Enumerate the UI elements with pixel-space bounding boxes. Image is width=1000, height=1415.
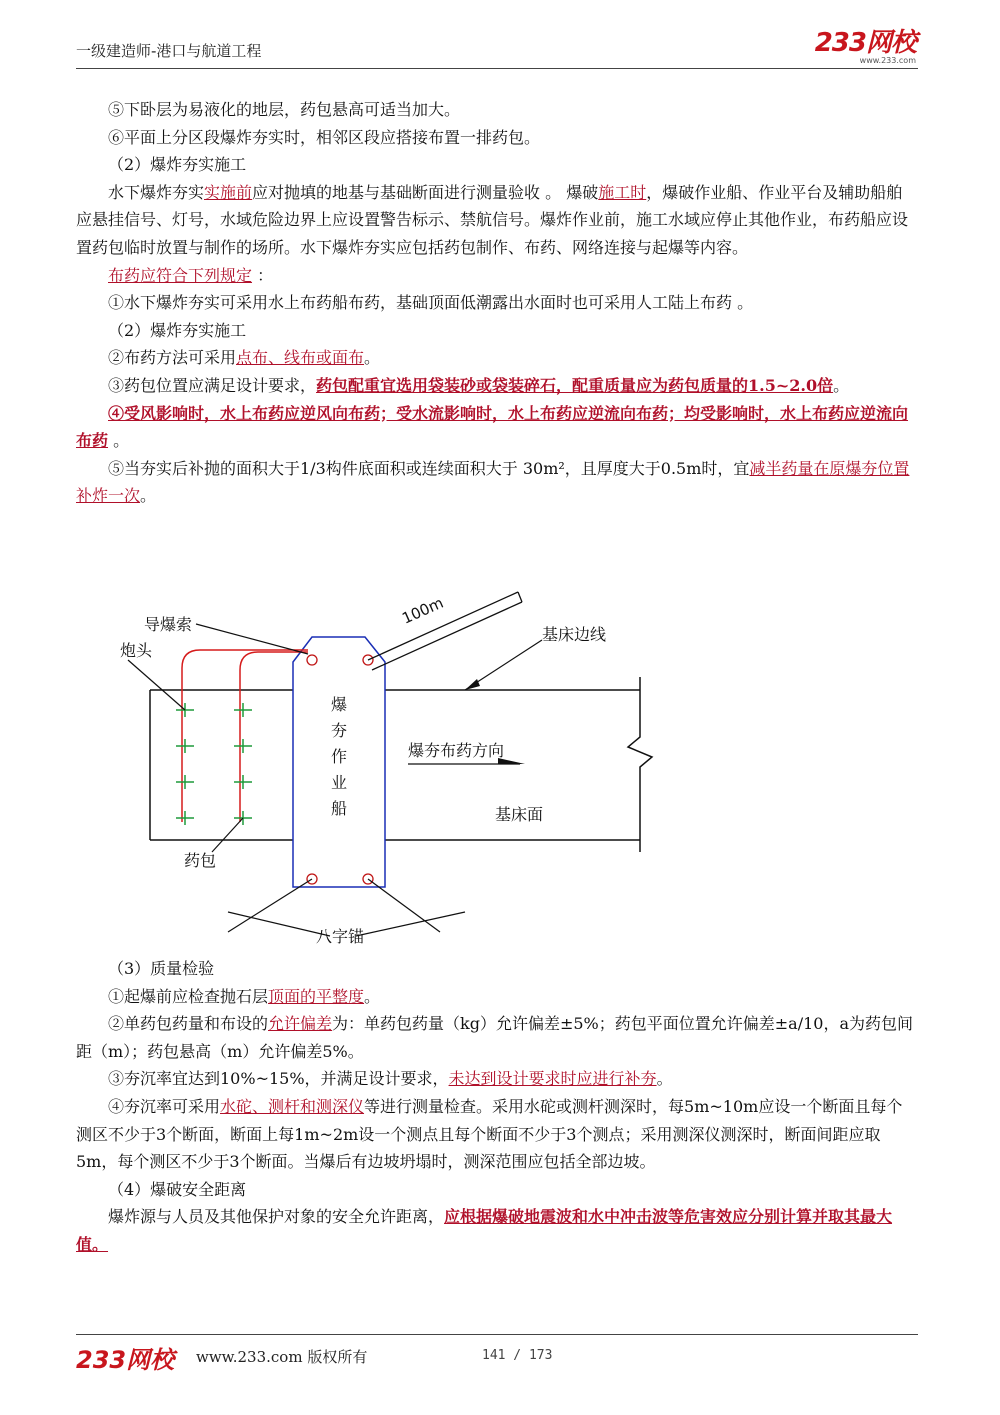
highlight-text: 顶面的平整度 [268, 986, 365, 1006]
paragraph: ⑥平面上分区段爆炸夯实时，相邻区段应搭接布置一排药包。 [108, 127, 541, 147]
cable-line [368, 592, 518, 660]
highlight-text: 施工时 [598, 182, 647, 202]
section-heading: （2）爆炸夯实施工 [108, 155, 247, 175]
text: 为：单药包药量（kg）允许偏差±5%；药包平面位置允许偏差±a/10，a为药包间距（m）；药包悬高（m）允许偏差5%。 [76, 1014, 913, 1061]
label-charge: 药包 [184, 851, 217, 870]
leader-line [212, 818, 243, 852]
brand-logo [815, 30, 916, 65]
label-100m: 100m [399, 593, 447, 628]
page-header-title: 一级建造师-港口与航道工程 [76, 42, 262, 60]
paragraph [76, 262, 918, 290]
leader-line [228, 912, 330, 936]
paragraph [76, 1203, 918, 1258]
highlight-text: 减半药量在原爆夯位置补炸一次 [76, 458, 910, 506]
label-primer: 炮头 [120, 641, 153, 660]
anchor-line [228, 879, 312, 932]
leader-line [128, 660, 185, 710]
highlight-text: 水砣、测杆和测深仪 [220, 1096, 365, 1116]
text: 水下爆炸夯实 [108, 182, 205, 202]
ship-label-char: 作 [330, 747, 348, 766]
paragraph [76, 400, 918, 455]
highlight-text: 应根据爆破地震波和水中冲击波等危害效应分别计算并取其最大值。 [76, 1207, 893, 1254]
text: 。 [140, 486, 157, 506]
blasting-diagram [100, 582, 660, 952]
text: ③药包位置应满足设计要求， [108, 375, 317, 395]
paragraph [76, 344, 918, 372]
header-rule [76, 68, 918, 69]
ship-label-char: 夯 [330, 721, 348, 740]
text: ，爆破作业船、作业平台及辅助船舶应悬挂信号、灯号，水域危险边界上应设置警告标示、禁航信号。爆炸作业前，施工水域应停止其他作业，布药船应设置药包临时放置与制作的场所。水下爆炸夯实应包括药包制作、布药、网络连接与起爆等内容。 [76, 182, 909, 257]
detonating-cord [182, 650, 308, 822]
ship-label-char: 船 [330, 799, 348, 818]
label-bed-edge: 基床边线 [542, 625, 607, 644]
label-splayed-anchor: 八字锚 [316, 927, 365, 946]
section-heading: （3）质量检验 [108, 959, 215, 978]
brand-logo-text: 233网校 [814, 28, 916, 58]
highlight-text: 允许偏差 [268, 1014, 333, 1034]
cable-line [372, 602, 522, 670]
paragraph [76, 983, 918, 1011]
highlight-text: 点布、线布或面布 [236, 348, 365, 368]
paragraph [76, 372, 918, 400]
arrowhead [465, 679, 480, 690]
footer-copyright: www.233.com 版权所有 [196, 1348, 368, 1366]
body-text-top [76, 96, 918, 510]
paragraph [76, 455, 918, 510]
text: 。 [108, 431, 130, 451]
brand-logo-url: www.233.com [859, 56, 916, 65]
paragraph [76, 1010, 918, 1065]
footer-rule [76, 1334, 918, 1335]
anchor-line [368, 879, 440, 932]
label-bed-surface: 基床面 [495, 805, 544, 824]
paragraph: ⑤下卧层为易液化的地层，药包悬高可适当加大。 [108, 100, 461, 119]
highlight-text: 实施前 [204, 182, 253, 202]
ship-label-char: 爆 [330, 695, 348, 714]
text: 。 [656, 1069, 673, 1089]
highlight-text: 药包配重宜选用袋装砂或袋装碎石，配重质量应为药包质量的1.5~2.0倍 [316, 375, 834, 395]
text: ②布药方法可采用 [108, 348, 237, 368]
text: ④夯沉率可采用 [108, 1096, 221, 1116]
text: ： [252, 265, 274, 285]
text: 。 [833, 375, 850, 395]
label-direction: 爆夯布药方向 [408, 741, 505, 760]
text: 。 [364, 348, 381, 368]
text: 等进行测量检查。采用水砣或测杆测深时，每5m~10m应设一个断面且每个测区不少于3个断面，断面上每1m~2m设一个测点且每个断面不少于3个测点；采用测深仪测深时，断面间距应取5m，每个测区不少于3个断面。当爆后有边坡坍塌时，测深范围应包括全部边坡。 [76, 1096, 903, 1172]
highlight-text: 未达到设计要求时应进行补夯 [448, 1069, 657, 1089]
paragraph [76, 179, 918, 262]
ship-label-char: 业 [330, 773, 348, 792]
body-text-bottom [76, 955, 918, 1259]
text: ⑤当夯实后补抛的面积大于1/3构件底面积或连续面积大于 30m²，且厚度大于0.5m时，宜 [108, 458, 750, 478]
highlight-text: ④受风影响时，水上布药应逆风向布药；受水流影响时，水上布药应逆流向布药；均受影响时，水上布药应逆流向布药 [76, 403, 909, 451]
cable-end [518, 592, 522, 602]
section-heading: （4）爆破安全距离 [108, 1179, 247, 1199]
page-number: 141 / 173 [482, 1348, 553, 1363]
paragraph [76, 1065, 918, 1093]
leader-line [356, 912, 465, 936]
paragraph: ①水下爆炸夯实可采用水上布药船布药，基础顶面低潮露出水面时也可采用人工陆上布药 。 [108, 293, 754, 313]
highlight-text: 布药应符合下列规定 [108, 265, 253, 285]
text: 爆炸源与人员及其他保护对象的安全允许距离， [108, 1207, 445, 1227]
paragraph [76, 1093, 918, 1176]
text: ②单药包药量和布设的 [108, 1014, 269, 1034]
text: ①起爆前应检查抛石层 [108, 986, 269, 1006]
text: 。 [364, 986, 381, 1006]
text: ③夯沉率宜达到10%~15%，并满足设计要求， [108, 1069, 449, 1089]
section-heading: （2）爆炸夯实施工 [108, 320, 247, 340]
text: 应对抛填的地基与基础断面进行测量验收 。 爆破 [252, 182, 599, 202]
label-detonating-cord: 导爆索 [144, 615, 193, 634]
footer-logo: 233网校 [76, 1346, 175, 1374]
break-symbol [628, 677, 652, 852]
